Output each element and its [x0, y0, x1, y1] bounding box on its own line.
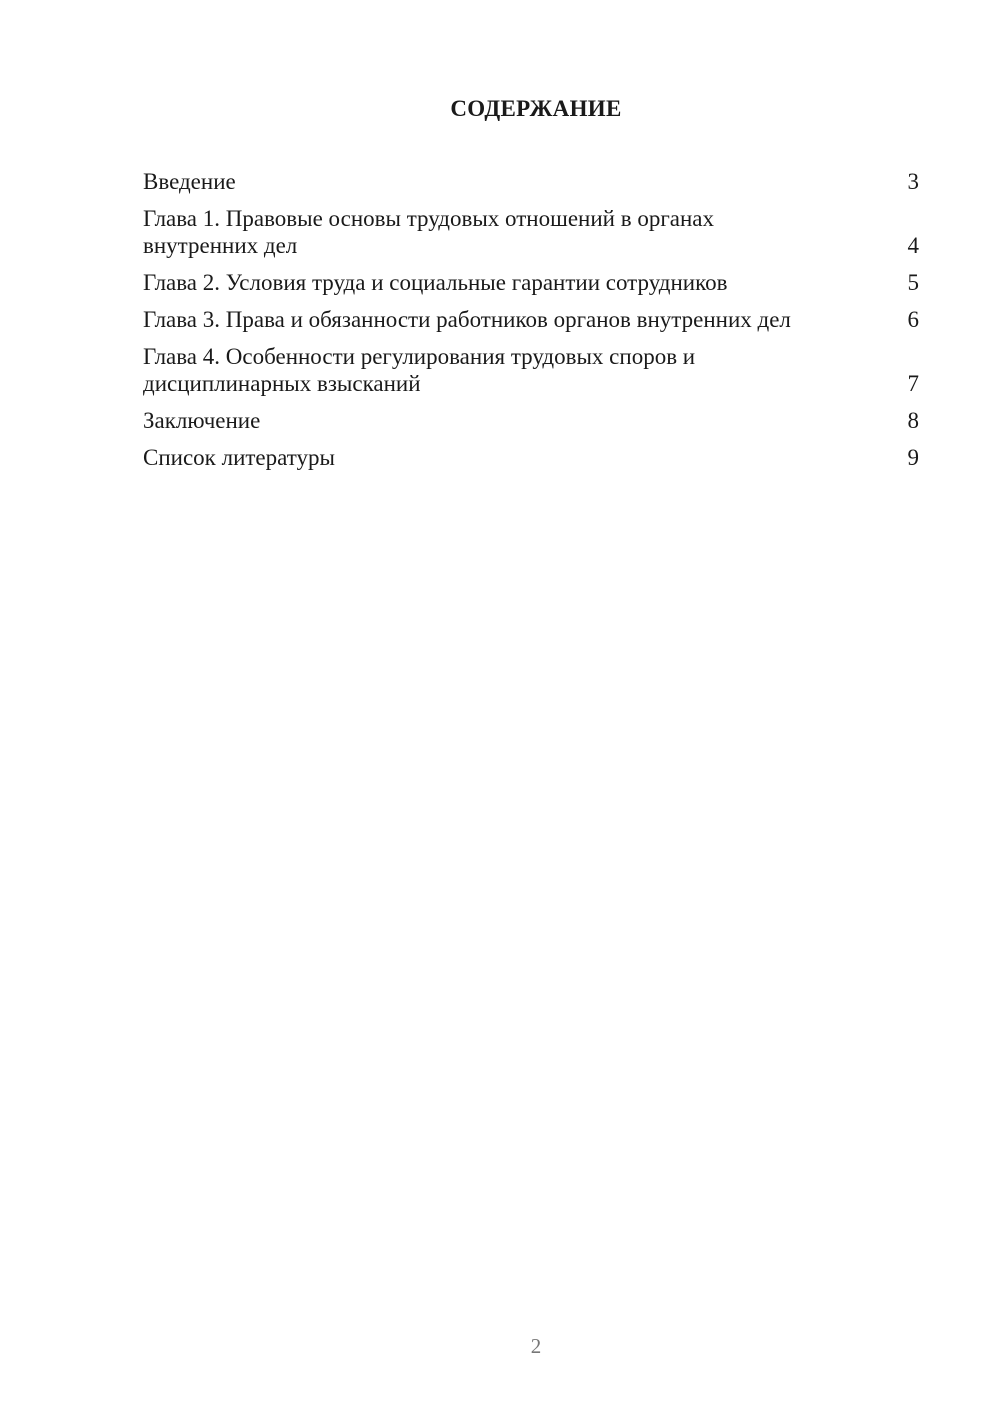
toc-entry-bibliography	[143, 444, 919, 471]
toc-entry-page: 5	[907, 270, 919, 295]
table-of-contents	[143, 168, 919, 481]
toc-entry-chapter-2	[143, 269, 919, 296]
toc-entry-page: 9	[907, 445, 919, 470]
toc-entry-text: Глава 2. Условия труда и социальные гарантии сотрудников	[143, 270, 728, 295]
page-number: 2	[530, 1334, 542, 1358]
toc-entry-text: Глава 3. Права и обязанности работников органов внутренних дел	[143, 307, 791, 332]
toc-entry-page: 7	[907, 371, 919, 396]
page-title: СОДЕРЖАНИЕ	[450, 96, 622, 121]
toc-entry-chapter-4	[143, 343, 919, 397]
toc-entry-text: Список литературы	[143, 445, 335, 470]
toc-entry-text: Глава 1. Правовые основы трудовых отношений в органах внутренних дел	[143, 206, 714, 258]
toc-entry-page: 6	[907, 307, 919, 332]
toc-entry-chapter-3	[143, 306, 919, 333]
toc-entry-introduction	[143, 168, 919, 195]
toc-entry-page: 8	[907, 408, 919, 433]
toc-entry-text: Введение	[143, 169, 236, 194]
toc-entry-page: 4	[907, 233, 919, 258]
toc-entry-text: Заключение	[143, 408, 261, 433]
toc-entry-chapter-1	[143, 205, 919, 259]
toc-entry-text: Глава 4. Особенности регулирования трудовых споров и дисциплинарных взысканий	[143, 344, 696, 396]
toc-entry-page: 3	[907, 169, 919, 194]
toc-entry-conclusion	[143, 407, 919, 434]
